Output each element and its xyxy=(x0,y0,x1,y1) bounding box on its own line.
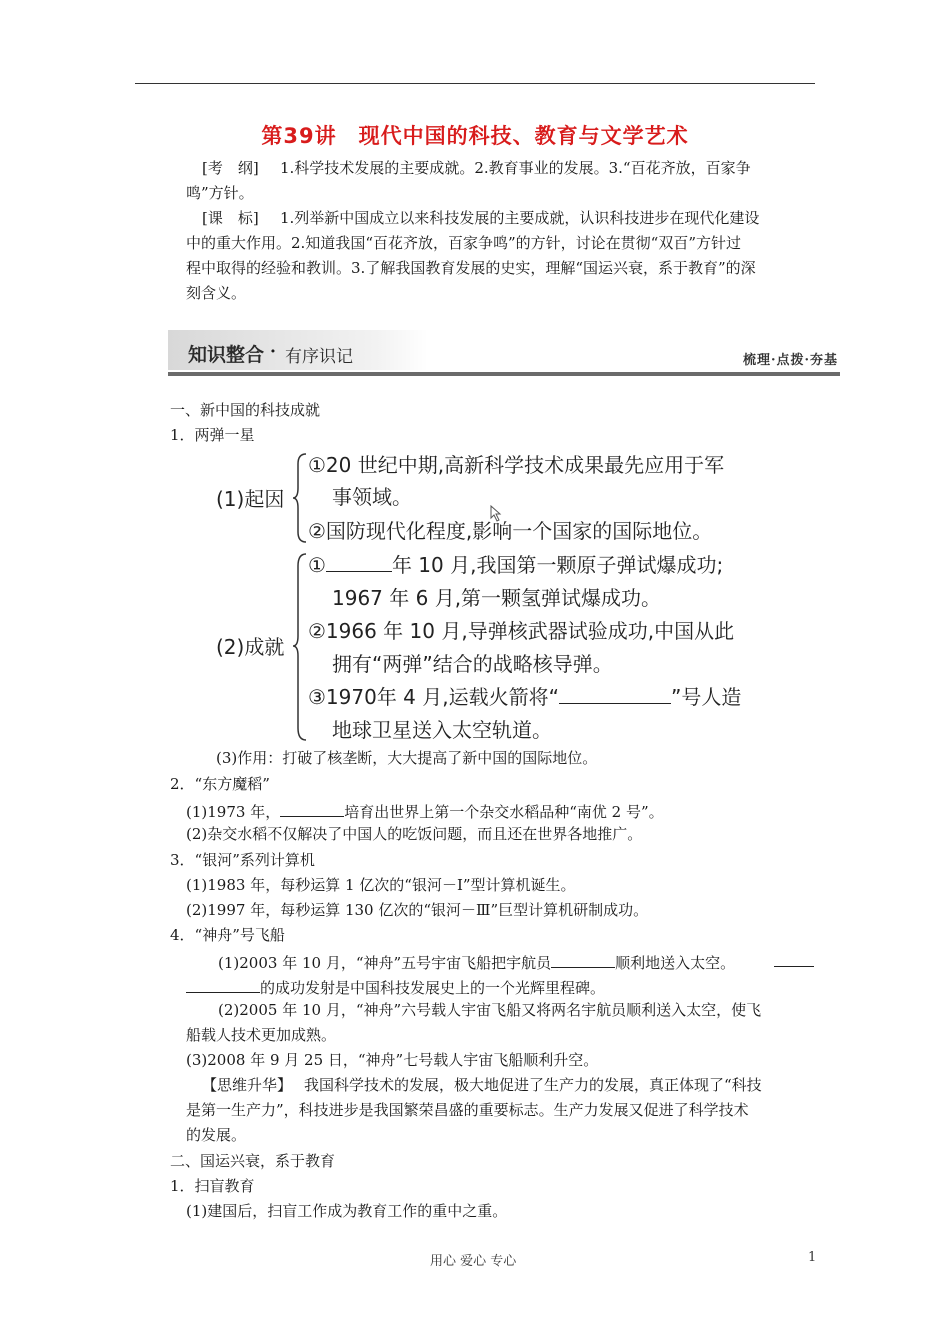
achievement-point-1 xyxy=(308,550,723,580)
outline-label: [考 纲] xyxy=(202,159,259,177)
section-banner-dot: · xyxy=(270,342,276,362)
thinking-text-1: 我国科学技术的发展，极大地促进了生产力的发展，真正体现了“科技 xyxy=(304,1076,762,1094)
item3-line2: (2)1997 年，每秒运算 130 亿次的“银河－Ⅲ”巨型计算机研制成功。 xyxy=(186,901,649,919)
answer-blank-spacecraft[interactable] xyxy=(774,966,814,967)
part2-heading: 二、国运兴衰，系于教育 xyxy=(170,1152,336,1170)
effect-text: (3)作用：打破了核垄断，大大提高了新中国的国际地位。 xyxy=(216,749,598,767)
item2-line1-text: (1)1973 年， xyxy=(186,803,281,821)
section-banner-rule xyxy=(168,372,840,376)
item4-line2: (2)2005 年 10 月，“神舟”六号载人宇宙飞船又将两名宇航员顺利送入太空，使飞 xyxy=(218,1001,762,1019)
item4-line3: (3)2008 年 9 月 25 日，“神舟”七号载人宇宙飞船顺利升空。 xyxy=(186,1051,599,1069)
cause-point-1: ①20 世纪中期,高新科学技术成果最先应用于军 xyxy=(308,453,725,477)
item3-heading: 3．“银河”系列计算机 xyxy=(170,851,315,869)
answer-blank-astronaut[interactable] xyxy=(551,949,615,968)
thinking-text-3: 的发展。 xyxy=(186,1126,247,1144)
item4-line1-cont xyxy=(186,974,605,999)
item2-heading: 2．“东方魔稻” xyxy=(170,775,270,793)
item1-heading: 1．两弹一星 xyxy=(170,426,255,444)
achievement-point-1-cont: 1967 年 6 月,第一颗氢弹试爆成功。 xyxy=(332,586,662,610)
item4-line1-cont-text: 的成功发射是中国科技发展史上的一个光辉里程碑。 xyxy=(260,979,606,997)
achievement-brace xyxy=(292,552,308,742)
standard-text-4: 刻含义。 xyxy=(186,284,247,302)
achievement-label: (2)成就 xyxy=(216,635,285,659)
answer-blank-satellite[interactable] xyxy=(559,685,671,704)
thinking-label: 【思维升华】 xyxy=(202,1076,293,1094)
cause-label: (1)起因 xyxy=(216,487,285,511)
standard-label: [课 标] xyxy=(202,209,259,227)
footer-slogan: 用心 爱心 专心 xyxy=(430,1254,517,1269)
achievement-point-2: ②1966 年 10 月,导弹核武器试验成功,中国从此 xyxy=(308,619,735,643)
achievement-point-3 xyxy=(308,682,741,712)
page-title: 第39讲 现代中国的科技、教育与文学艺术 xyxy=(261,124,689,148)
cause-brace xyxy=(292,452,308,544)
item4-heading: 4．“神舟”号飞船 xyxy=(170,926,285,944)
cause-point-2: ②国防现代化程度,影响一个国家的国际地位。 xyxy=(308,519,713,543)
item4-line2-cont: 船载人技术更加成熟。 xyxy=(186,1026,337,1044)
answer-blank-year[interactable] xyxy=(326,553,392,572)
standard-text-3: 程中取得的经验和教训。3.了解我国教育发展的史实，理解“国运兴衰，系于教育”的深 xyxy=(186,259,756,277)
achievement-point-2-cont: 拥有“两弹”结合的战略核导弹。 xyxy=(332,652,613,676)
item3-line1: (1)1983 年，每秒运算 1 亿次的“银河－Ⅰ”型计算机诞生。 xyxy=(186,876,576,894)
item4-line1 xyxy=(218,949,735,974)
header-rule xyxy=(135,83,815,84)
section-banner-tagline: 梳理·点拨·夯基 xyxy=(742,353,838,368)
item4-line1-text-end: 顺利地送入太空。 xyxy=(615,954,736,972)
answer-blank-spacecraft-cont[interactable] xyxy=(186,974,260,993)
section-banner-title: 知识整合 xyxy=(188,344,265,366)
cause-point-1-cont: 事领域。 xyxy=(332,485,412,509)
part2-item1-heading: 1．扫盲教育 xyxy=(170,1177,255,1195)
standard-text-2: 中的重大作用。2.知道我国“百花齐放，百家争鸣”的方针，讨论在贯彻“双百”方针过 xyxy=(186,234,741,252)
item2-line2: (2)杂交水稻不仅解决了中国人的吃饭问题，而且还在世界各地推广。 xyxy=(186,825,643,843)
thinking-text-2: 是第一生产力”，科技进步是我国繁荣昌盛的重要标志。生产力发展又促进了科学技术 xyxy=(186,1101,749,1119)
answer-blank-scientist[interactable] xyxy=(280,798,344,817)
outline-text: 1.科学技术发展的主要成就。2.教育事业的发展。3.“百花齐放，百家争 xyxy=(280,159,751,177)
achievement-point-1-marker: ① xyxy=(308,553,326,577)
achievement-point-3-text: ③1970年 4 月,运载火箭将“ xyxy=(308,685,559,709)
outline-text-cont: 鸣”方针。 xyxy=(186,184,254,202)
section-banner-subtitle: 有序识记 xyxy=(285,347,353,367)
item4-line1-text: (1)2003 年 10 月，“神舟”五号宇宙飞船把宇航员 xyxy=(218,954,552,972)
section-banner xyxy=(168,330,840,376)
achievement-point-3-text-end: ”号人造 xyxy=(671,685,742,709)
mouse-cursor-icon xyxy=(490,505,502,523)
part1-heading: 一、新中国的科技成就 xyxy=(170,401,321,419)
page-number: 1 xyxy=(808,1250,817,1265)
standard-text: 1.列举新中国成立以来科技发展的主要成就，认识科技进步在现代化建设 xyxy=(280,209,760,227)
achievement-point-1-text: 年 10 月,我国第一颗原子弹试爆成功; xyxy=(391,553,724,577)
part2-item1-line1: (1)建国后，扫盲工作成为教育工作的重中之重。 xyxy=(186,1202,508,1220)
item2-line1 xyxy=(186,798,664,823)
achievement-point-3-cont: 地球卫星送入太空轨道。 xyxy=(332,718,552,742)
item2-line1-text-end: 培育出世界上第一个杂交水稻品种“南优 2 号”。 xyxy=(344,803,664,821)
